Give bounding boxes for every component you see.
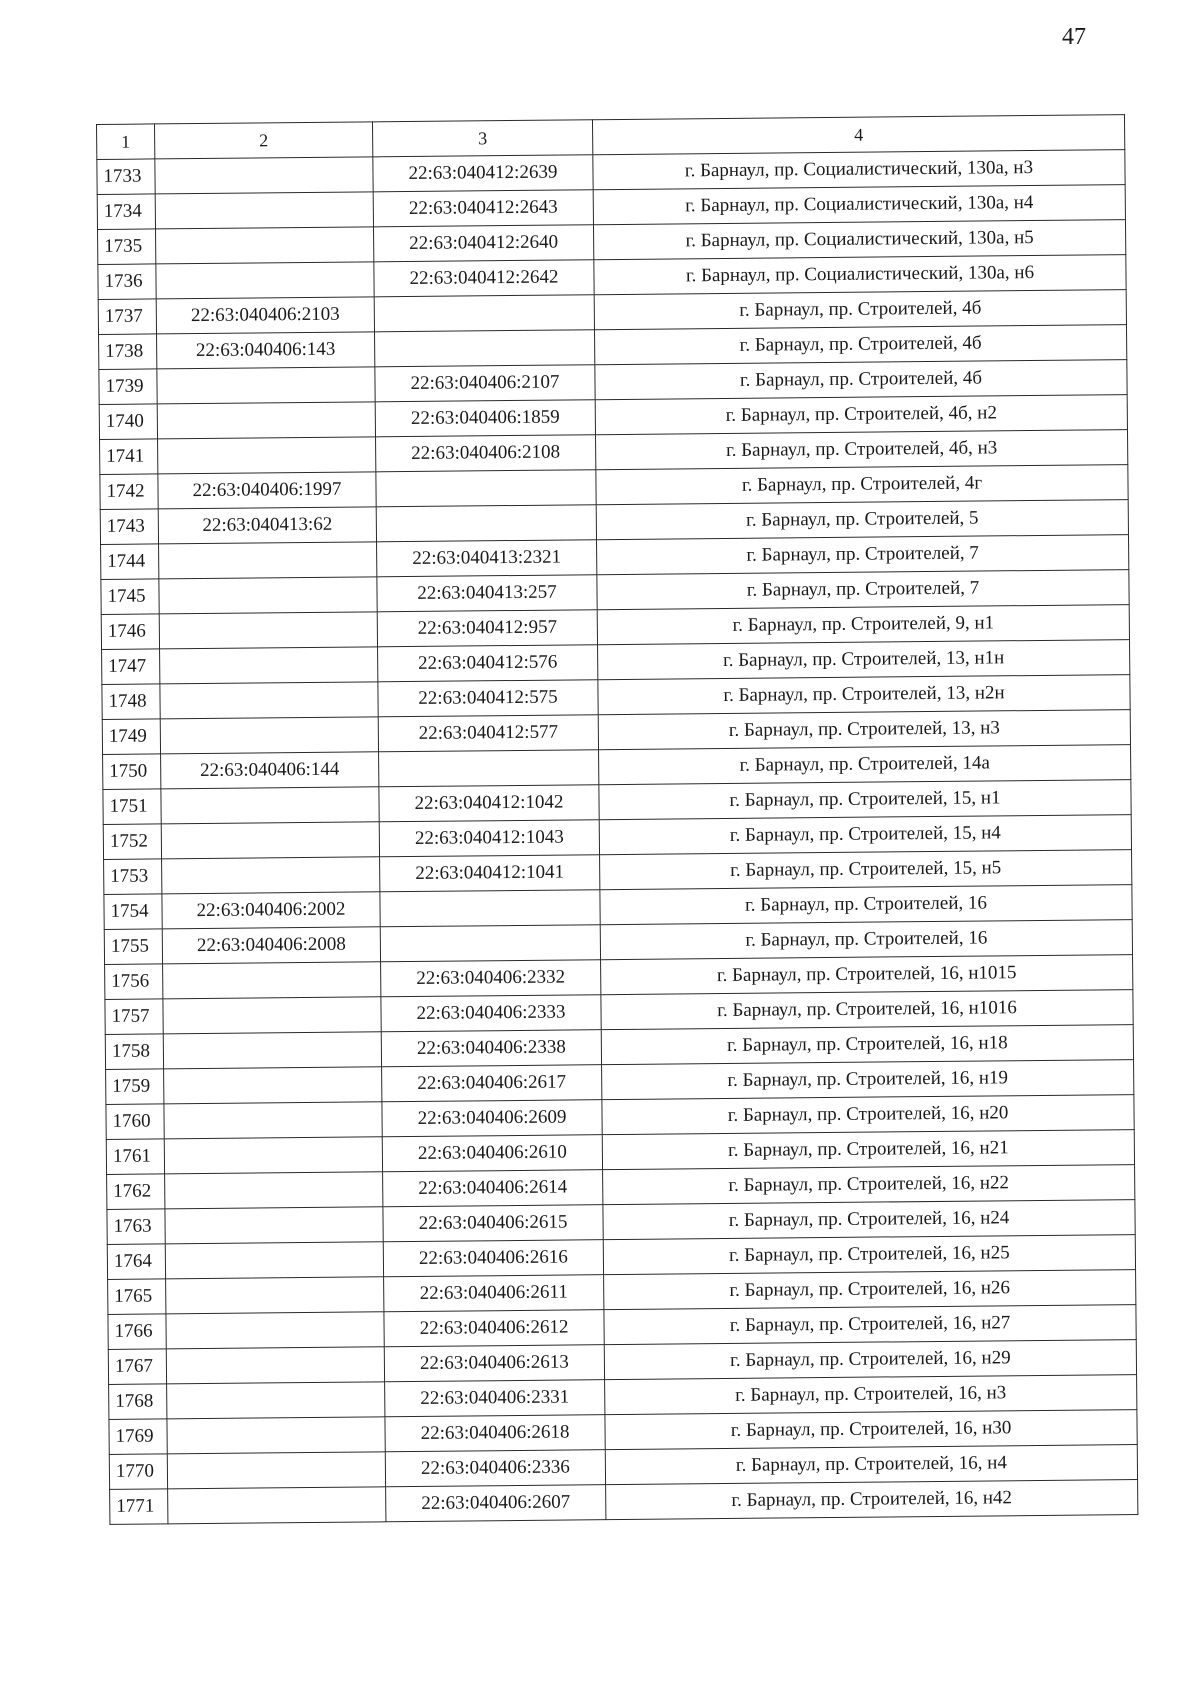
cadastral-number-column-3-cell: 22:63:040406:2611 [384, 1275, 604, 1312]
row-number-cell: 1767 [108, 1349, 166, 1385]
address-cell: г. Барнаул, пр. Строителей, 16, н20 [602, 1095, 1134, 1135]
address-cell: г. Барнаул, пр. Строителей, 4б, н3 [596, 430, 1128, 470]
address-cell: г. Барнаул, пр. Строителей, 16, н18 [601, 1025, 1133, 1065]
address-cell: г. Барнаул, пр. Строителей, 5 [596, 500, 1128, 540]
address-cell: г. Барнаул, пр. Строителей, 4б [594, 325, 1126, 365]
cadastral-number-column-2-cell [167, 1452, 385, 1489]
cadastral-number-column-3-cell: 22:63:040406:2336 [385, 1450, 605, 1487]
cadastral-number-column-3-cell: 22:63:040412:577 [378, 715, 598, 752]
cadastral-number-column-3-cell: 22:63:040406:2338 [381, 1030, 601, 1067]
cadastral-number-column-2-cell [160, 682, 378, 719]
cadastral-number-column-2-cell [163, 997, 381, 1034]
cadastral-number-column-2-cell [163, 962, 381, 999]
cadastral-number-column-2-cell [159, 577, 377, 614]
cadastral-number-column-3-cell [380, 890, 600, 927]
registry-table [96, 114, 1138, 1525]
cadastral-number-column-3-cell: 22:63:040406:1859 [375, 400, 595, 437]
address-cell: г. Барнаул, пр. Строителей, 4б, н2 [595, 395, 1127, 435]
address-cell: г. Барнаул, пр. Строителей, 7 [597, 535, 1129, 575]
row-number-cell: 1751 [103, 789, 161, 825]
cadastral-number-column-3-cell: 22:63:040406:2617 [382, 1065, 602, 1102]
cadastral-number-column-3-cell [376, 470, 596, 507]
cadastral-number-column-2-cell [159, 542, 377, 579]
row-number-cell: 1755 [104, 929, 162, 965]
row-number-cell: 1748 [102, 684, 160, 720]
cadastral-number-column-2-cell [155, 192, 373, 229]
row-number-cell: 1754 [104, 894, 162, 930]
cadastral-number-column-2-cell: 22:63:040413:62 [158, 507, 376, 544]
row-number-cell: 1765 [108, 1279, 166, 1315]
row-number-cell: 1733 [97, 159, 155, 195]
cadastral-number-column-2-cell: 22:63:040406:143 [157, 332, 375, 369]
address-cell: г. Барнаул, пр. Строителей, 16, н25 [603, 1235, 1135, 1275]
address-cell: г. Барнаул, пр. Строителей, 13, н2н [598, 675, 1130, 715]
cadastral-number-column-2-cell [160, 717, 378, 754]
cadastral-number-column-2-cell [160, 647, 378, 684]
address-cell: г. Барнаул, пр. Строителей, 16, н19 [602, 1060, 1134, 1100]
cadastral-number-column-3-cell: 22:63:040412:1043 [379, 820, 599, 857]
cadastral-number-column-2-cell [156, 262, 374, 299]
cadastral-number-column-2-cell [162, 857, 380, 894]
address-cell: г. Барнаул, пр. Строителей, 14а [599, 745, 1131, 785]
cadastral-number-column-3-cell: 22:63:040406:2614 [383, 1170, 603, 1207]
address-cell: г. Барнаул, пр. Строителей, 16, н3 [605, 1375, 1137, 1415]
cadastral-number-column-2-cell [164, 1137, 382, 1174]
address-cell: г. Барнаул, пр. Строителей, 15, н4 [599, 815, 1131, 855]
row-number-cell: 1747 [102, 649, 160, 685]
cadastral-number-column-2-cell [157, 367, 375, 404]
row-number-cell: 1737 [98, 299, 156, 335]
cadastral-number-column-2-cell [161, 787, 379, 824]
row-number-cell: 1770 [109, 1454, 167, 1490]
address-cell: г. Барнаул, пр. Строителей, 4б [594, 290, 1126, 330]
cadastral-number-column-3-cell: 22:63:040406:2332 [381, 960, 601, 997]
row-number-cell: 1771 [110, 1489, 168, 1525]
cadastral-number-column-3-cell: 22:63:040406:2607 [386, 1485, 606, 1522]
address-cell: г. Барнаул, пр. Строителей, 13, н1н [598, 640, 1130, 680]
address-cell: г. Барнаул, пр. Строителей, 16, н27 [604, 1305, 1136, 1345]
row-number-cell: 1769 [109, 1419, 167, 1455]
registry-table-container [96, 114, 1137, 1525]
address-cell: г. Барнаул, пр. Строителей, 16 [600, 920, 1132, 960]
cadastral-number-column-3-cell: 22:63:040406:2618 [385, 1415, 605, 1452]
row-number-cell: 1756 [105, 964, 163, 1000]
row-number-cell: 1758 [105, 1034, 163, 1070]
address-cell: г. Барнаул, пр. Социалистический, 130а, н4 [593, 185, 1125, 225]
cadastral-number-column-2-cell [165, 1207, 383, 1244]
row-number-cell: 1759 [106, 1069, 164, 1105]
cadastral-number-column-2-cell [161, 822, 379, 859]
header-cell-4: 4 [592, 115, 1124, 155]
row-number-cell: 1738 [99, 334, 157, 370]
cadastral-number-column-2-cell [157, 402, 375, 439]
cadastral-number-column-2-cell: 22:63:040406:2103 [156, 297, 374, 334]
address-cell: г. Барнаул, пр. Строителей, 7 [597, 570, 1129, 610]
cadastral-number-column-3-cell: 22:63:040412:2640 [373, 225, 593, 262]
cadastral-number-column-3-cell [380, 925, 600, 962]
row-number-cell: 1750 [103, 754, 161, 790]
cadastral-number-column-3-cell: 22:63:040406:2107 [375, 365, 595, 402]
cadastral-number-column-2-cell [167, 1417, 385, 1454]
cadastral-number-column-3-cell: 22:63:040413:257 [377, 575, 597, 612]
cadastral-number-column-2-cell [156, 227, 374, 264]
cadastral-number-column-3-cell [376, 505, 596, 542]
cadastral-number-column-3-cell: 22:63:040406:2609 [382, 1100, 602, 1137]
cadastral-number-column-3-cell: 22:63:040406:2331 [385, 1380, 605, 1417]
row-number-cell: 1739 [99, 369, 157, 405]
cadastral-number-column-2-cell [164, 1102, 382, 1139]
header-cell-1: 1 [97, 124, 155, 160]
cadastral-number-column-2-cell: 22:63:040406:1997 [158, 472, 376, 509]
address-cell: г. Барнаул, пр. Строителей, 16, н29 [604, 1340, 1136, 1380]
address-cell: г. Барнаул, пр. Строителей, 16 [600, 885, 1132, 925]
row-number-cell: 1757 [105, 999, 163, 1035]
cadastral-number-column-3-cell: 22:63:040406:2333 [381, 995, 601, 1032]
row-number-cell: 1741 [100, 439, 158, 475]
cadastral-number-column-2-cell [167, 1382, 385, 1419]
row-number-cell: 1761 [106, 1139, 164, 1175]
cadastral-number-column-3-cell: 22:63:040406:2612 [384, 1310, 604, 1347]
cadastral-number-column-2-cell [163, 1032, 381, 1069]
address-cell: г. Барнаул, пр. Строителей, 4б [595, 360, 1127, 400]
row-number-cell: 1752 [103, 824, 161, 860]
address-cell: г. Барнаул, пр. Строителей, 15, н5 [600, 850, 1132, 890]
cadastral-number-column-3-cell: 22:63:040412:1042 [379, 785, 599, 822]
row-number-cell: 1749 [102, 719, 160, 755]
cadastral-number-column-3-cell: 22:63:040406:2108 [376, 435, 596, 472]
address-cell: г. Барнаул, пр. Строителей, 16, н1015 [601, 955, 1133, 995]
cadastral-number-column-2-cell [164, 1067, 382, 1104]
cadastral-number-column-2-cell [165, 1172, 383, 1209]
row-number-cell: 1753 [104, 859, 162, 895]
cadastral-number-column-3-cell: 22:63:040412:2643 [373, 190, 593, 227]
address-cell: г. Барнаул, пр. Строителей, 16, н26 [604, 1270, 1136, 1310]
row-number-cell: 1760 [106, 1104, 164, 1140]
cadastral-number-column-3-cell: 22:63:040406:2610 [382, 1135, 602, 1172]
cadastral-number-column-2-cell [166, 1312, 384, 1349]
address-cell: г. Барнаул, пр. Социалистический, 130а, н6 [594, 255, 1126, 295]
cadastral-number-column-2-cell [159, 612, 377, 649]
address-cell: г. Барнаул, пр. Социалистический, 130а, н5 [593, 220, 1125, 260]
address-cell: г. Барнаул, пр. Строителей, 9, н1 [597, 605, 1129, 645]
table-body [97, 150, 1138, 1525]
cadastral-number-column-3-cell: 22:63:040412:2642 [374, 260, 594, 297]
cadastral-number-column-3-cell: 22:63:040406:2615 [383, 1205, 603, 1242]
row-number-cell: 1736 [98, 264, 156, 300]
cadastral-number-column-2-cell [165, 1242, 383, 1279]
address-cell: г. Барнаул, пр. Строителей, 16, н30 [605, 1410, 1137, 1450]
row-number-cell: 1744 [101, 544, 159, 580]
cadastral-number-column-2-cell: 22:63:040406:2008 [162, 927, 380, 964]
cadastral-number-column-2-cell [166, 1347, 384, 1384]
header-cell-3: 3 [372, 120, 592, 157]
cadastral-number-column-2-cell: 22:63:040406:144 [161, 752, 379, 789]
address-cell: г. Барнаул, пр. Строителей, 16, н4 [605, 1445, 1137, 1485]
row-number-cell: 1742 [100, 474, 158, 510]
address-cell: г. Барнаул, пр. Строителей, 16, н22 [603, 1165, 1135, 1205]
row-number-cell: 1762 [107, 1174, 165, 1210]
cadastral-number-column-3-cell: 22:63:040406:2616 [383, 1240, 603, 1277]
row-number-cell: 1745 [101, 579, 159, 615]
address-cell: г. Барнаул, пр. Строителей, 16, н21 [602, 1130, 1134, 1170]
cadastral-number-column-3-cell: 22:63:040412:576 [378, 645, 598, 682]
cadastral-number-column-2-cell [158, 437, 376, 474]
cadastral-number-column-2-cell [168, 1487, 386, 1524]
address-cell: г. Барнаул, пр. Строителей, 15, н1 [599, 780, 1131, 820]
cadastral-number-column-3-cell: 22:63:040412:1041 [380, 855, 600, 892]
address-cell: г. Барнаул, пр. Строителей, 16, н1016 [601, 990, 1133, 1030]
cadastral-number-column-3-cell [379, 750, 599, 787]
row-number-cell: 1734 [97, 194, 155, 230]
cadastral-number-column-2-cell [155, 157, 373, 194]
cadastral-number-column-3-cell: 22:63:040413:2321 [377, 540, 597, 577]
page-number: 47 [1062, 24, 1086, 50]
row-number-cell: 1763 [107, 1209, 165, 1245]
row-number-cell: 1735 [98, 229, 156, 265]
cadastral-number-column-3-cell: 22:63:040412:575 [378, 680, 598, 717]
row-number-cell: 1764 [107, 1244, 165, 1280]
address-cell: г. Барнаул, пр. Социалистический, 130а, н3 [593, 150, 1125, 190]
row-number-cell: 1766 [108, 1314, 166, 1350]
address-cell: г. Барнаул, пр. Строителей, 13, н3 [598, 710, 1130, 750]
cadastral-number-column-3-cell [375, 330, 595, 367]
cadastral-number-column-3-cell: 22:63:040412:957 [377, 610, 597, 647]
cadastral-number-column-3-cell [374, 295, 594, 332]
row-number-cell: 1740 [99, 404, 157, 440]
cadastral-number-column-3-cell: 22:63:040412:2639 [373, 155, 593, 192]
address-cell: г. Барнаул, пр. Строителей, 16, н42 [606, 1480, 1138, 1520]
row-number-cell: 1743 [100, 509, 158, 545]
cadastral-number-column-2-cell [166, 1277, 384, 1314]
cadastral-number-column-2-cell: 22:63:040406:2002 [162, 892, 380, 929]
cadastral-number-column-3-cell: 22:63:040406:2613 [384, 1345, 604, 1382]
row-number-cell: 1768 [109, 1384, 167, 1420]
row-number-cell: 1746 [101, 614, 159, 650]
address-cell: г. Барнаул, пр. Строителей, 16, н24 [603, 1200, 1135, 1240]
header-cell-2: 2 [155, 122, 373, 159]
address-cell: г. Барнаул, пр. Строителей, 4г [596, 465, 1128, 505]
